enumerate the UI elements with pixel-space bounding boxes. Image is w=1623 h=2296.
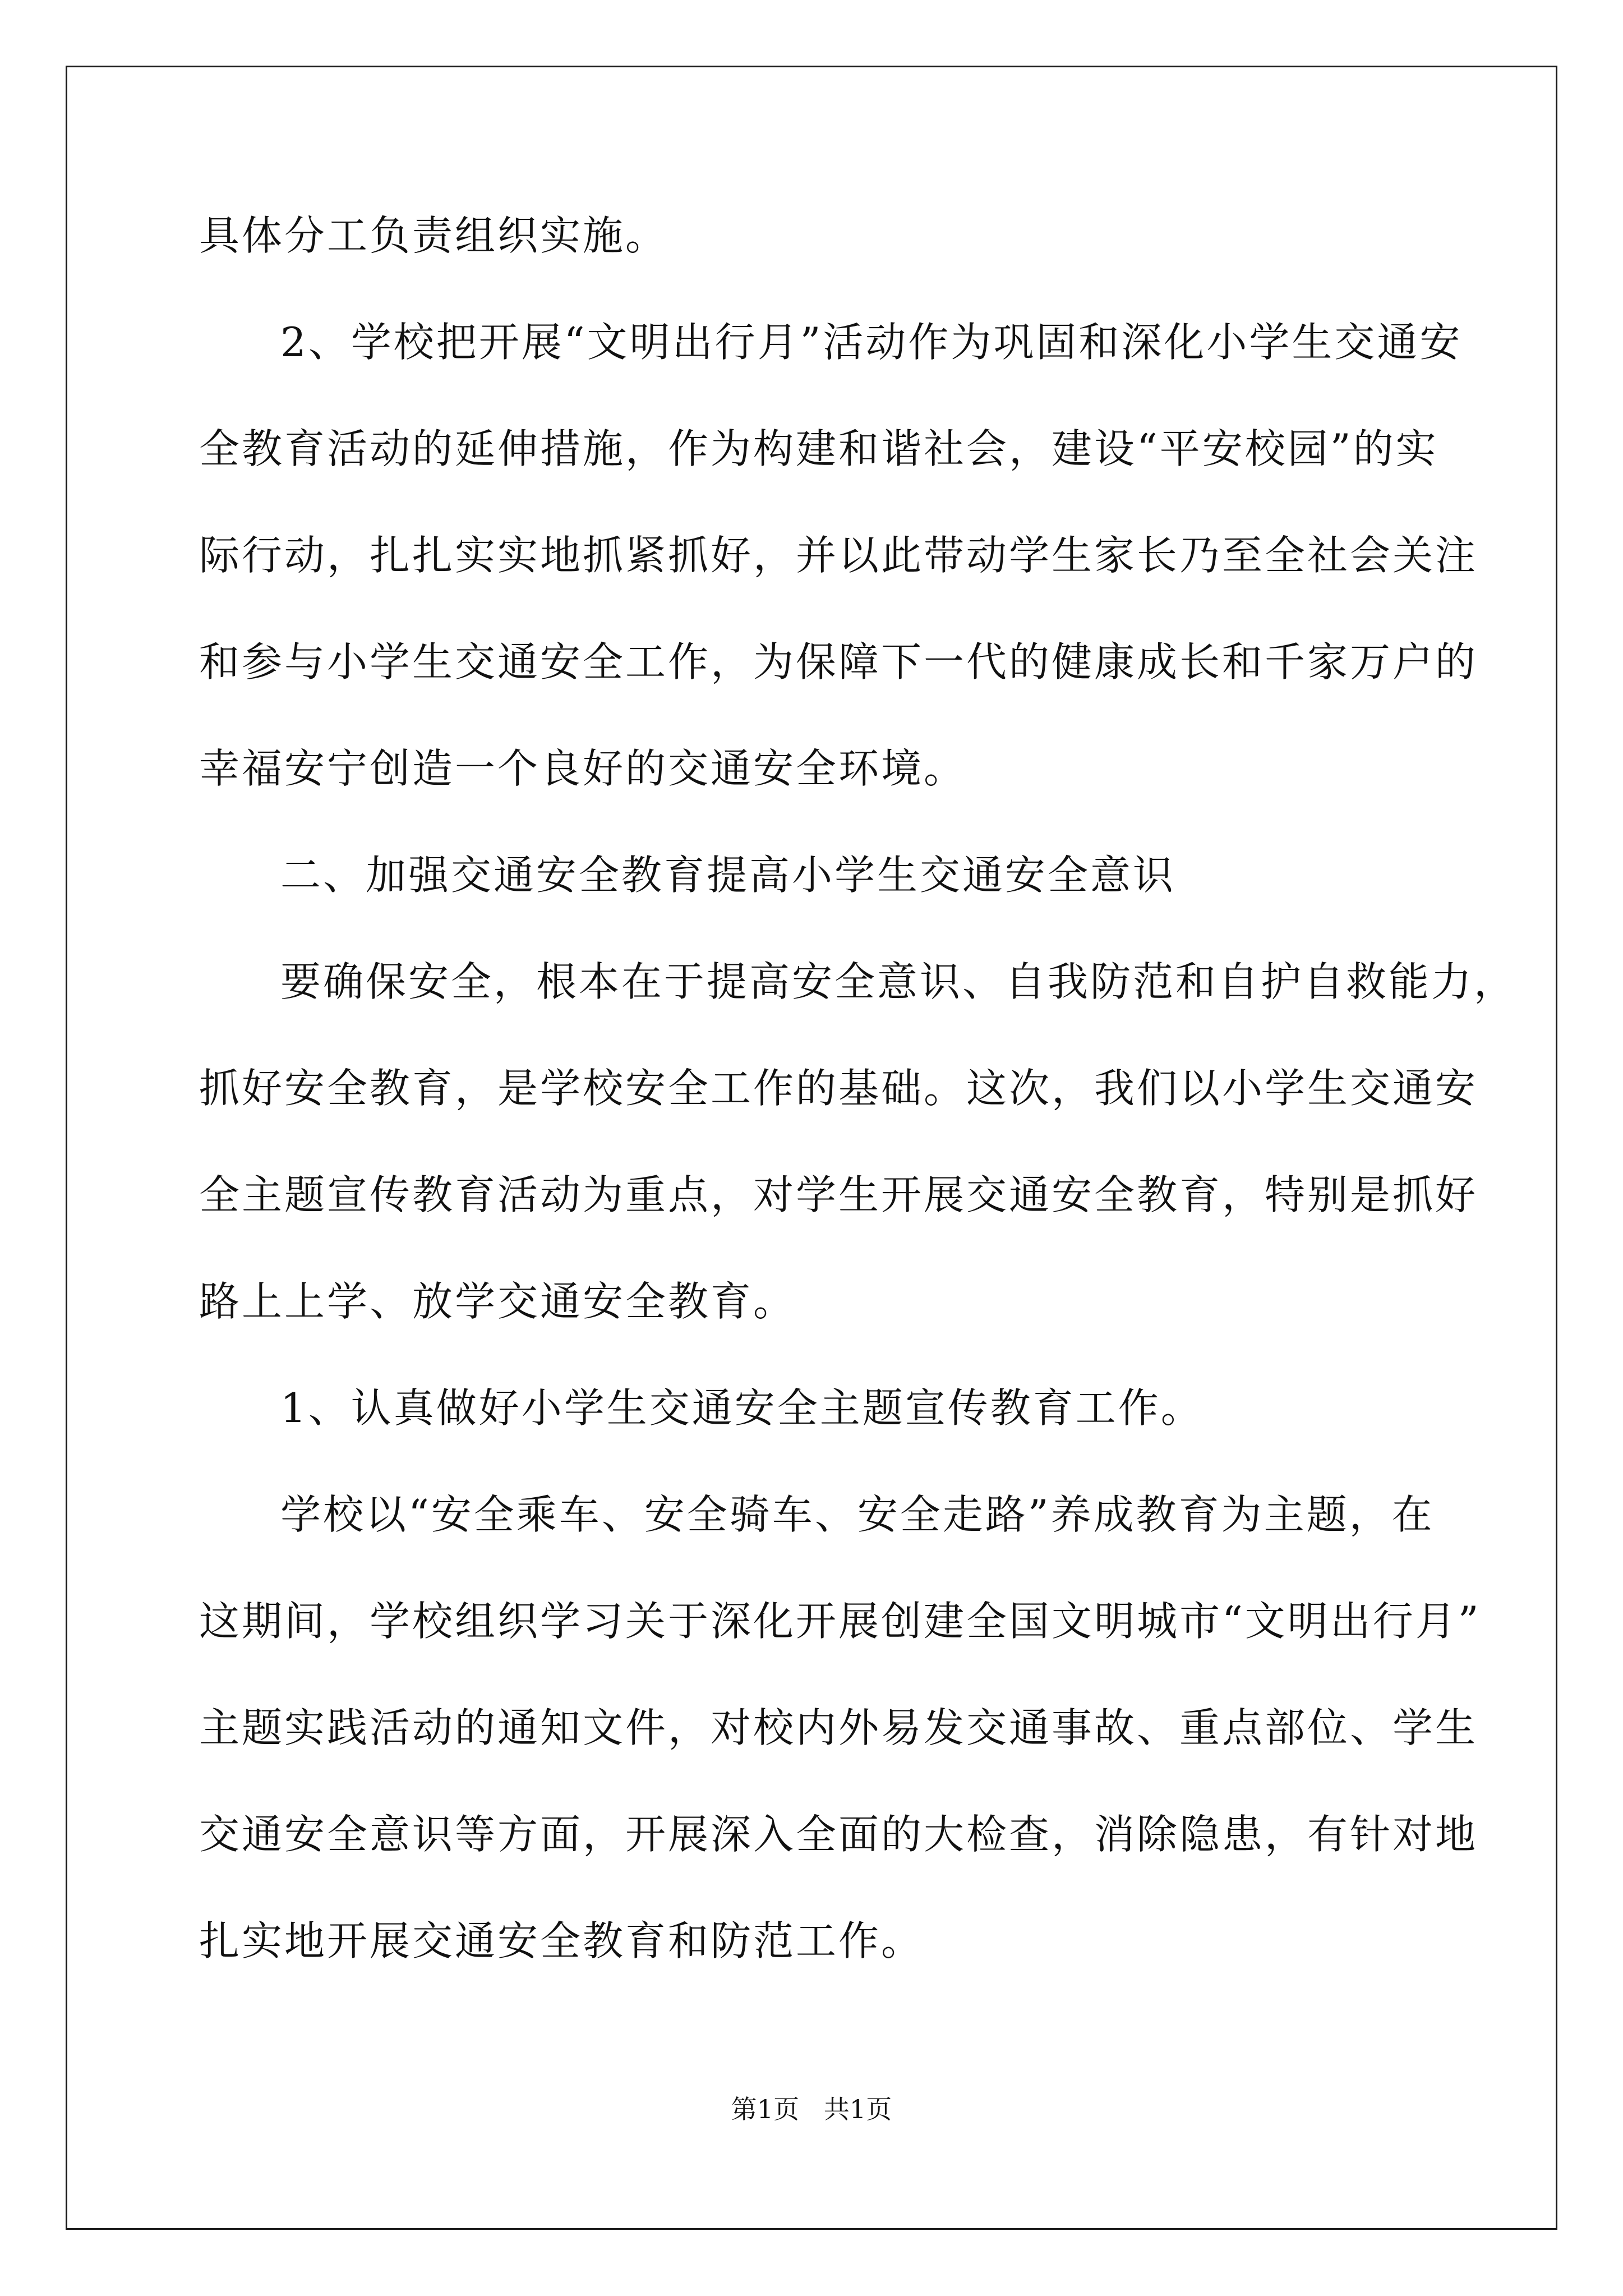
paragraph-first-line: 学校以“安全乘车、安全骑车、安全走路”养成教育为主题，在 (280, 1491, 1435, 1538)
text-line: 全主题宣传教育活动为重点，对学生开展交通安全教育，特别是抓好 (199, 1171, 1478, 1218)
section-heading: 二、加强交通安全教育提高小学生交通安全意识 (280, 852, 1176, 899)
text-line: 具体分工负责组织实施。 (199, 212, 668, 259)
text-line: 幸福安宁创造一个良好的交通安全环境。 (199, 745, 967, 792)
page-border (66, 66, 1557, 2230)
page-number-footer: 第1页 共1页 (731, 2094, 892, 2124)
text-line: 路上上学、放学交通安全教育。 (199, 1278, 796, 1325)
text-line: 这期间，学校组织学习关于深化开展创建全国文明城市“文明出行月” (199, 1598, 1481, 1645)
subsection-heading: 1、认真做好小学生交通安全主题宣传教育工作。 (280, 1384, 1204, 1432)
text-line: 全教育活动的延伸措施，作为构建和谐社会，建设“平安校园”的实 (199, 425, 1438, 472)
text-line: 交通安全意识等方面，开展深入全面的大检查，消除隐患，有针对地 (199, 1811, 1478, 1858)
paragraph-first-line: 要确保安全，根本在于提高安全意识、自我防范和自护自救能力， (280, 958, 1517, 1005)
text-line: 和参与小学生交通安全工作，为保障下一代的健康成长和千家万户的 (199, 638, 1478, 685)
paragraph-first-line: 2、学校把开展“文明出行月”活动作为巩固和深化小学生交通安 (280, 319, 1463, 366)
text-line: 扎实地开展交通安全教育和防范工作。 (199, 1917, 924, 1964)
text-line: 抓好安全教育，是学校安全工作的基础。这次，我们以小学生交通安 (199, 1065, 1478, 1112)
text-line: 主题实践活动的通知文件，对校内外易发交通事故、重点部位、学生 (199, 1704, 1478, 1751)
text-line: 际行动，扎扎实实地抓紧抓好，并以此带动学生家长乃至全社会关注 (199, 532, 1478, 579)
